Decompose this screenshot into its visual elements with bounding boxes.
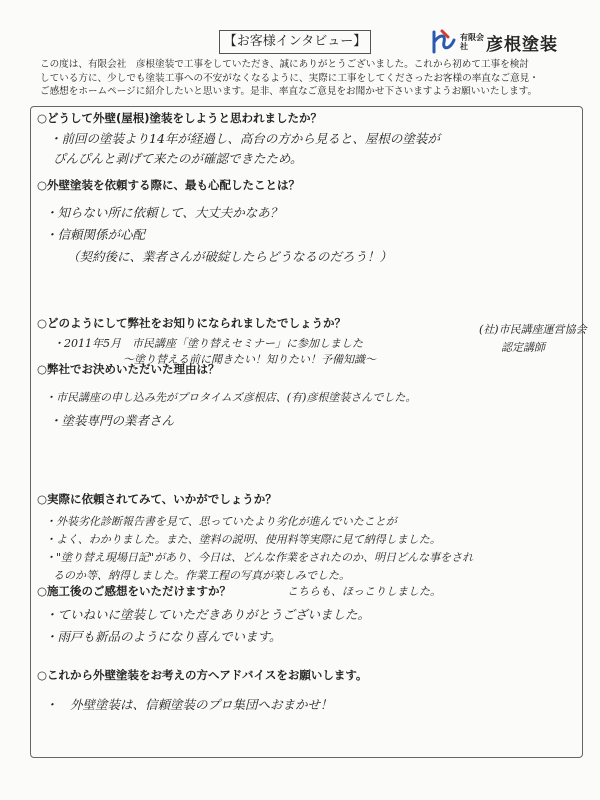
answer-3-line-1: ・2011年5月 市民講座「塗り替えセミナー」に参加しました <box>53 337 363 350</box>
answer-5-line-5: こちらも、ほっこりしました。 <box>287 585 441 598</box>
answer-5-line-4: るのか等、納得しました。作業工程の写真が楽しみでした。 <box>53 569 350 582</box>
questionnaire-box <box>30 106 587 758</box>
question-5: ○実際に依頼されてみて、いかがでしょうか？ <box>37 492 277 506</box>
answer-3-line-2: 〜塗り替える前に聞きたい！知りたい！予備知識〜 <box>123 353 376 366</box>
question-6: ○施工後のご感想をいただけますか？ <box>37 584 232 598</box>
company-logo <box>428 28 558 56</box>
question-1: ○どうして外壁(屋根)塗装をしようと思われましたか？ <box>37 111 323 125</box>
question-7: ○これから外壁塗装をお考えの方へアドバイスをお願いします。 <box>37 668 368 682</box>
answer-5-line-1: ・外装劣化診断報告書を見て、思っていたより劣化が進んでいたことが <box>45 515 397 528</box>
page-title: 【お客様インタビュー】 <box>219 30 371 54</box>
answer-1-line-1: ・前回の塗装より14年が経過し、高台の方から見ると、屋根の塗装が <box>49 131 440 146</box>
answer-2-line-3: （契約後に、業者さんが破綻したらどうなるのだろう！） <box>67 249 393 264</box>
answer-5-line-2: ・よく、わかりました。また、塗料の説明、使用料等実際に見て納得しました。 <box>45 533 441 546</box>
intro-text: この度は、有限会社 彦根塗装で工事をしていただき、誠にありがとうございました。これから初めて工事を検討 している方に、少しでも塗装工事への不安がなくなるように、実際に工事をしてくださったお客様の率直なご意見・ ご感想をホームページに紹介したいと思います。是非、率直なご意見をお聞かせ下さいますようお願いいたします。 <box>40 59 539 97</box>
answer-6-line-2: ・雨戸も新品のようになり喜んでいます。 <box>45 629 282 644</box>
answer-2-line-2: ・信頼関係が心配 <box>45 227 146 242</box>
company-name: 彦根塗装 <box>486 34 558 55</box>
question-3: ○どのようにして弊社をお知りになられましたでしょうか？ <box>37 316 347 330</box>
question-2: ○外壁塗装を依頼する際に、最も心配したことは？ <box>37 178 301 192</box>
answer-2-line-1: ・知らない所に依頼して、大丈夫かなあ？ <box>45 205 283 220</box>
company-type: 有限会社 <box>460 33 484 51</box>
side-note-line-1: (社)市民講座運営協会 <box>479 323 587 336</box>
answer-4-line-2: ・塗装専門の業者さん <box>49 413 175 428</box>
answer-1-line-2: ぴんぴんと剥げて来たのが確認できたため。 <box>53 151 303 166</box>
company-logo-icon <box>428 28 458 56</box>
side-note-line-2: 認定講師 <box>501 341 545 354</box>
answer-5-line-3: ・"塗り替え現場日記"があり、今日は、どんな作業をされたのか、明日どんな事をされ <box>45 551 474 564</box>
answer-4-line-1: ・市民講座の申し込み先がプロタイムズ彦根店、(有)彦根塗装さんでした。 <box>45 391 417 404</box>
answer-7-line-1: ・ 外壁塗装は、信頼塗装のプロ集団へおまかせ！ <box>45 697 333 712</box>
question-4: ○弊社でお決めいただいた理由は？ <box>37 362 220 376</box>
answer-6-line-1: ・ていねいに塗装していただきありがとうございました。 <box>45 607 371 622</box>
